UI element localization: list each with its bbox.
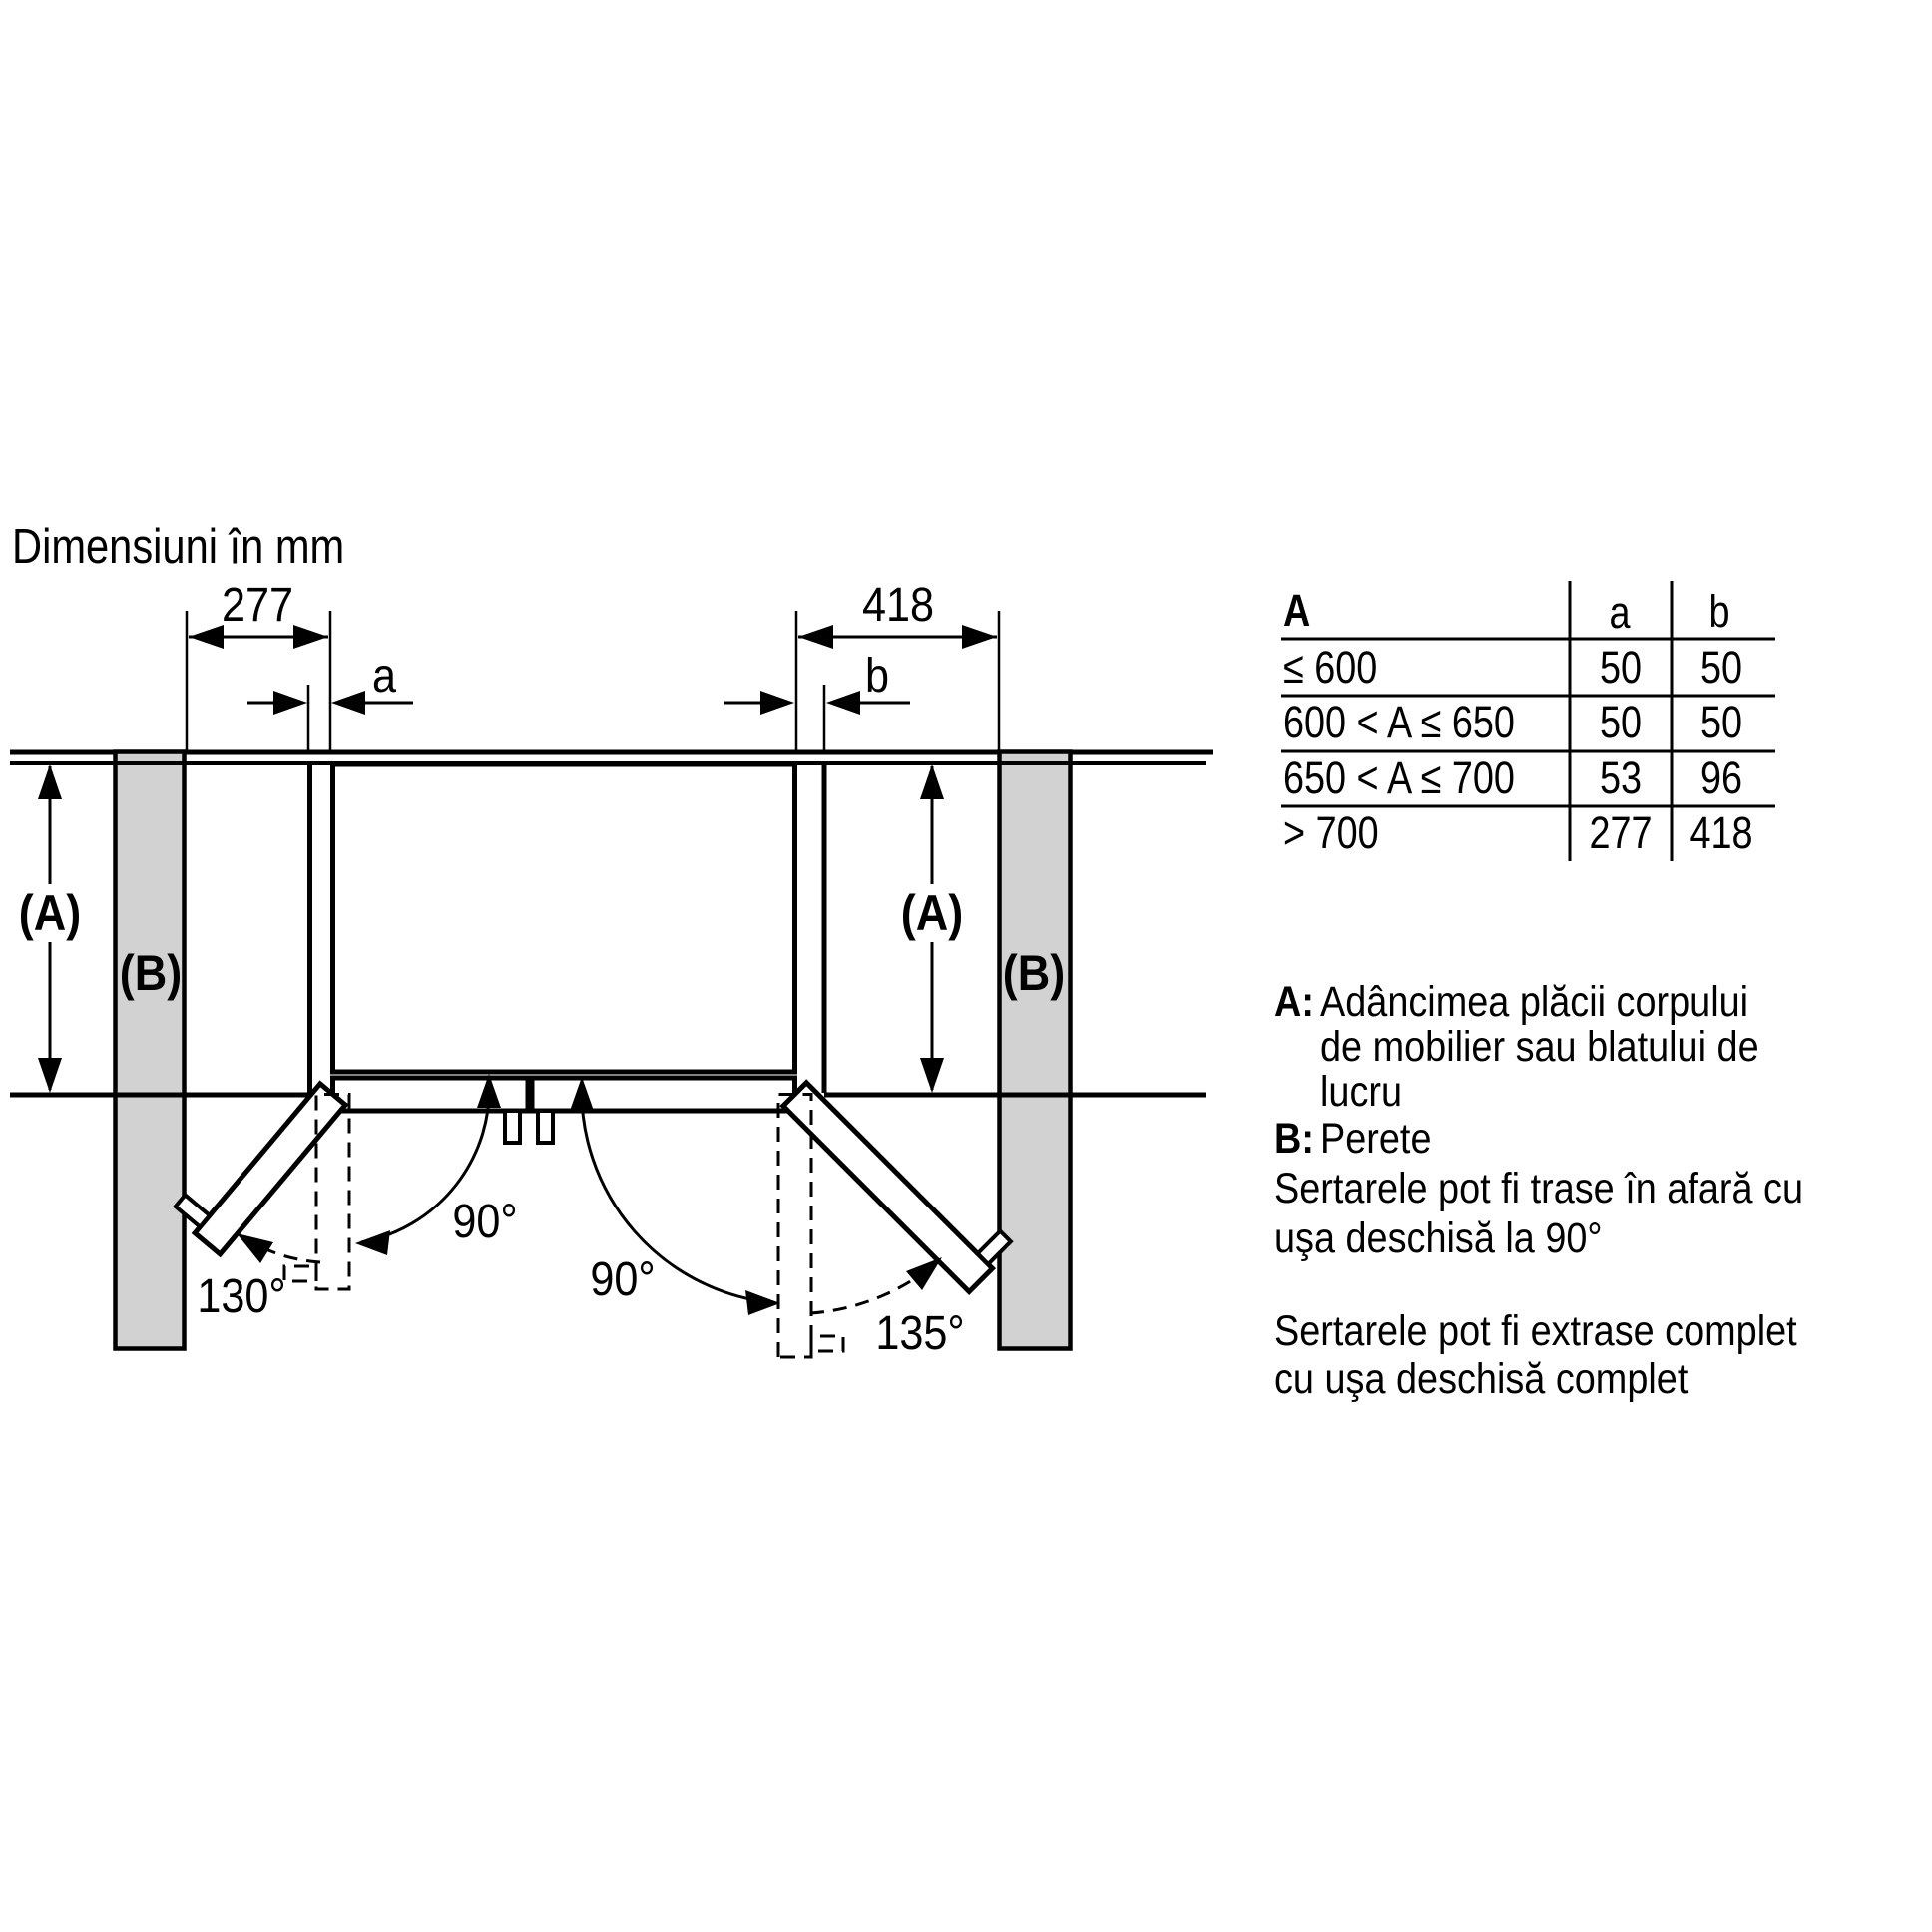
dim-right-value: 418 (861, 577, 935, 632)
gap-a-label: a (371, 648, 397, 703)
depth-label-right: (A) (900, 885, 964, 942)
row1-a: 50 (1599, 696, 1643, 747)
door-right-handle (538, 1111, 553, 1143)
angle-label-left-open: 130° (197, 1268, 286, 1323)
wall-left (116, 752, 185, 1349)
row0-label: ≤ 600 (1283, 641, 1378, 693)
legend (1274, 977, 1803, 1403)
dim-left-value: 277 (221, 577, 294, 632)
row0-a: 50 (1599, 641, 1643, 693)
row2-b: 96 (1699, 751, 1743, 803)
legend-a-line2: de mobilier sau blatului de (1320, 1021, 1759, 1071)
wall-right (1000, 752, 1071, 1349)
door-left-handle (505, 1111, 520, 1143)
row3-label: > 700 (1283, 806, 1379, 858)
angle-label-right-90: 90° (590, 1251, 656, 1306)
legend-a-line3: lucru (1320, 1066, 1403, 1116)
depth-label-left: (A) (18, 885, 82, 942)
angle-label-right-open: 135° (875, 1305, 965, 1360)
angle-label-left-90: 90° (452, 1194, 518, 1248)
note2-line1: Sertarele pot fi extrase complet (1274, 1305, 1797, 1355)
note2-line2: cu uşa deschisă complet (1274, 1353, 1689, 1403)
wall-label-left: (B) (119, 945, 183, 1002)
legend-b-text: Perete (1320, 1113, 1432, 1163)
legend-a-prefix: A: (1274, 976, 1314, 1026)
appliance-body (333, 764, 795, 1072)
row1-label: 600 < A ≤ 650 (1283, 696, 1515, 747)
diagram-title: Dimensiuni în mm (12, 518, 345, 574)
row2-label: 650 < A ≤ 700 (1283, 751, 1515, 803)
row3-a: 277 (1589, 806, 1653, 858)
table-header-A: A (1283, 584, 1311, 636)
table-header-b: b (1708, 585, 1730, 637)
wall-label-right: (B) (1002, 945, 1066, 1002)
note1-line2: uşa deschisă la 90° (1274, 1212, 1603, 1262)
legend-a-line1: Adâncimea plăcii corpului (1320, 976, 1749, 1026)
note1-line1: Sertarele pot fi trase în afară cu (1274, 1163, 1804, 1212)
gap-b-label: b (864, 648, 890, 703)
legend-b-prefix: B: (1274, 1113, 1314, 1163)
row2-a: 53 (1599, 751, 1643, 803)
table-header-a: a (1609, 586, 1631, 638)
row3-b: 418 (1690, 806, 1753, 858)
row1-b: 50 (1699, 696, 1743, 747)
row0-b: 50 (1699, 641, 1743, 693)
